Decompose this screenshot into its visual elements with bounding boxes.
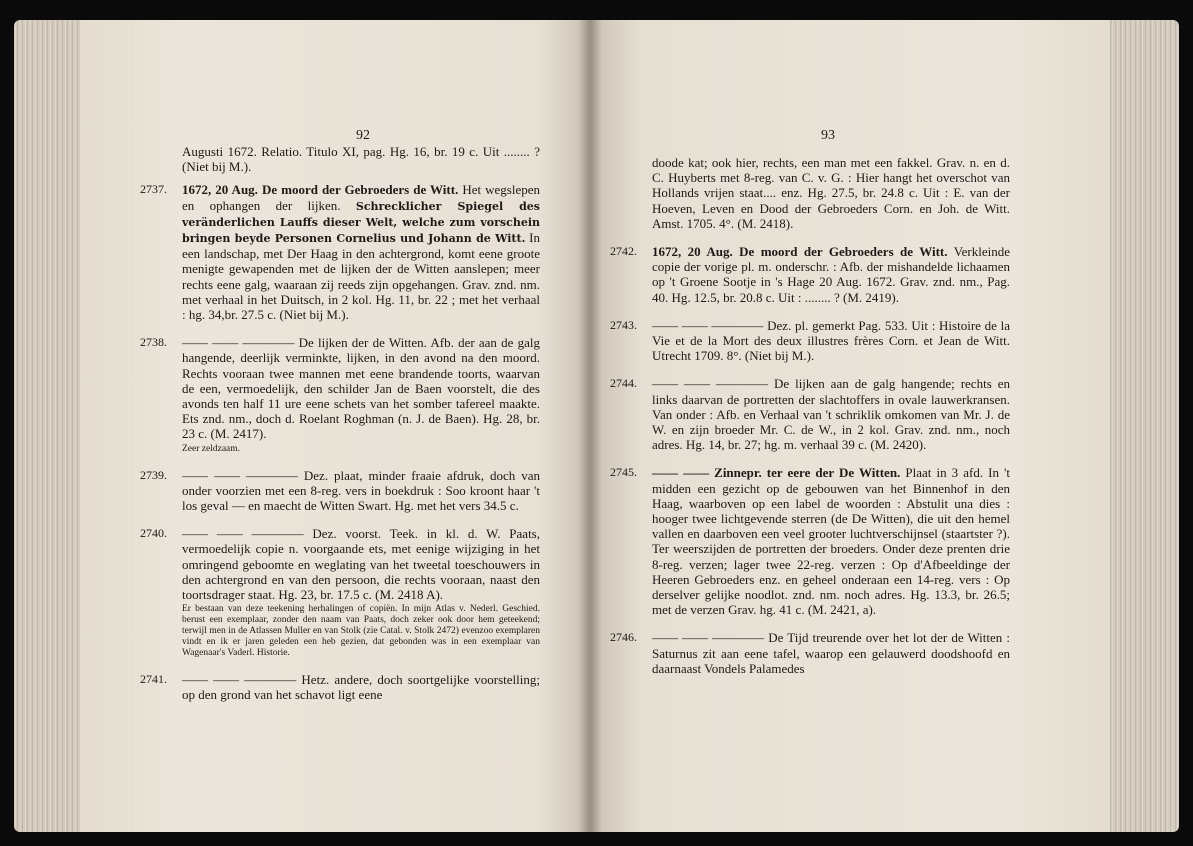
book-gutter xyxy=(578,20,602,832)
left-column xyxy=(140,132,540,703)
page-number-left: 92 xyxy=(356,128,370,143)
entry-number: 2738. xyxy=(140,335,167,350)
entry-number: 2744. xyxy=(610,376,637,391)
catalog-entry xyxy=(140,335,540,454)
entry-number: 2740. xyxy=(140,526,167,541)
entry-number: 2737. xyxy=(140,182,167,197)
catalog-entry xyxy=(140,672,540,702)
entry-number: 2741. xyxy=(140,672,167,687)
catalog-entry xyxy=(140,526,540,659)
entry-text: —— —— ———— De lijken aan de galg hangende; rechts en links daarvan de portretten der slachtoffers in ovale lauwerkransen. Van onder : Afb. en Verhaal van 't schriklik omkomen van Mr. J. de W. en zijn broeder Mr. C. de W., in 2 kol. Grav. znd. nm., noch adres. Hg. 14, br. 27; hg. m. verhaal 39 c. (M. 2420). xyxy=(652,376,1010,453)
entry-number: 2742. xyxy=(610,244,637,259)
left-intro-text: Augusti 1672. Relatio. Titulo XI, pag. Hg. 16, br. 19 c. Uit ........ ? (Niet bij M.). xyxy=(182,144,540,175)
catalog-entry xyxy=(610,630,1010,676)
entry-text: —— —— ———— Dez. pl. gemerkt Pag. 533. Uit : Histoire de la Vie et de la Mort des deux illustres frères Corn. et Jean de Witt. Utrecht 1709. 8°. (Niet bij M.). xyxy=(652,317,1010,364)
entry-heading: 1672, 20 Aug. De moord der Gebroeders de Witt. xyxy=(182,182,459,198)
entry-note: Er bestaan van deze teekening herhalingen of copiën. In mijn Atlas v. Nederl. Geschied. berust een exemplaar, zonder den naam van Paats, doch zeker ook door hem geteekend; terwijl men in de Atlassen Muller en van Stolk (zie Catal. v. Stolk 2472) evenzoo exemplaren vindt en ik er jaren geleden een heb gezien, dat gebonden was in een exemplaar van Wagenaar's Vaderl. Historie. xyxy=(182,604,540,659)
entry-note: Zeer zeldzaam. xyxy=(182,443,241,454)
entry-text: Verkleinde copie der vorige pl. m. onderschr. : Afb. der mishandelde lichaamen op 't Groene Sootje in 's Hage 20 Aug. 1672. Grav. znd. nm., Pag. 40. Hg. 12.5, br. 20.8 c. Uit : ........ ? (M. 2419). xyxy=(652,244,1010,305)
page-number-right: 93 xyxy=(821,128,835,143)
entry-heading: —— —— Zinnepr. ter eere der De Witten. xyxy=(652,465,901,481)
entry-text: —— —— ———— Hetz. andere, doch soortgelijke voorstelling; op den grond van het schavot ligt eene xyxy=(182,672,540,703)
entry-text: —— —— ———— Dez. voorst. Teek. in kl. d. W. Paats, vermoedelijk copie n. voorgaande ets, met eenige wijziging in het omringend geboomte en weglating van het tweetal toeschouwers in den achtergrond en van den persoon, die rechts vooraan, naast den toortsdrager staat. Hg. 23, br. 17.5 c. (M. 2418 A). xyxy=(182,526,540,603)
catalog-entry xyxy=(140,468,540,514)
entry-heading: 1672, 20 Aug. De moord der Gebroeders de Witt. xyxy=(652,244,948,260)
catalog-entry xyxy=(140,182,540,322)
entry-text: —— —— ———— De lijken der de Witten. Afb. der aan de galg hangende, deerlijk verminkte, lijken, in den avond na den moord. Rechts vooraan twee mannen met eene brandende toorts, waarvan de een, vermoedelijk, den schilder Jan de Baen voorstelt, die des avonds ten half 11 ure eene schets van het somber tafereel maakte. Ets znd. nm., doch d. Roelant Roghman (n. J. de Baen). Hg. 28, br. 23 c. (M. 2417). xyxy=(182,335,540,442)
entry-number: 2739. xyxy=(140,467,167,482)
catalog-entry xyxy=(610,376,1010,452)
entry-number: 2745. xyxy=(610,465,637,480)
right-column xyxy=(610,155,1010,676)
right-intro-text: doode kat; ook hier, rechts, een man met een fakkel. Grav. n. en d. C. Huyberts met 8-reg. van C. v. G. : Hier hangt het overschot van Hollands vrijen staat.... enz. Hg. 27.5, br. 24.8 c. Uit : E. van der Hoeven, Leven en Dood der Gebroeders Corn. en Joh. de Witt. Amst. 1705. 4°. (M. 2418). xyxy=(652,155,1010,231)
entry-blackletter-title: Schrecklicher Spiegel des veränderlichen Lauffs dieser Welt, welche zum vorschein bringen beyde Personen Cornelius und Johann de Witt. xyxy=(182,199,540,246)
catalog-entry xyxy=(610,244,1010,305)
entry-text: Het wegslepen en ophangen der lijken. xyxy=(182,182,540,213)
entry-text: —— —— ———— Dez. plaat, minder fraaie afdruk, doch van onder voorzien met een 8-reg. vers in boekdruk : Soo kroont haar 't los geval — en maecht de Witten Swart. Hg. met het vers 34.5 c. xyxy=(182,467,540,514)
entry-text: Plaat in 3 afd. In 't midden een gezicht op de gebouwen van het Binnenhof in den Haag, waarboven op een label de woorden : Abstulit una dies : hooger twee lichtgevende sterren (de De Witten), die uit den hemel vallen en daarboven een veel grooter luchtverschijnsel (staartster ?). Ter weerszijden de portretten der broeders. Onder deze prenten drie 8-reg. verzen; lager twee 22-reg. verzen : Op d'Afbeeldinge der Heeren Gebroeders enz. en geheel onderaan een 14-reg. vers : Op derselver gelijke noodlot. znd. nm. noch adres. Hg. 13.3, br. 26.5; met de verzen Grav. hg. 41 c. (M. 2421, a). xyxy=(652,465,1010,618)
right-page-edges xyxy=(1099,20,1179,832)
entry-number: 2743. xyxy=(610,317,637,332)
entry-text: —— —— ———— De Tijd treurende over het lot der de Witten : Saturnus zit aan eene tafel, waarop een gelauwerd doodshoofd en daarnaast Vondels Palamedes xyxy=(652,630,1010,676)
entry-number: 2746. xyxy=(610,630,637,645)
catalog-entry xyxy=(610,318,1010,364)
entry-text-continued: In een landschap, met Der Haag in den achtergrond, komt eene groote menigte gewapenden met de lijken der de Witten aanslepen; meer rechts eene galg, waaraan zij reeds zijn opgehangen. Grav. znd. nm. met verhaal in het Duitsch, in 2 kol. Hg. 11, br. 22 ; met het verhaal : hg. 34,br. 27.5 c. (Niet bij M.). xyxy=(182,230,540,323)
catalog-entry xyxy=(610,465,1010,617)
